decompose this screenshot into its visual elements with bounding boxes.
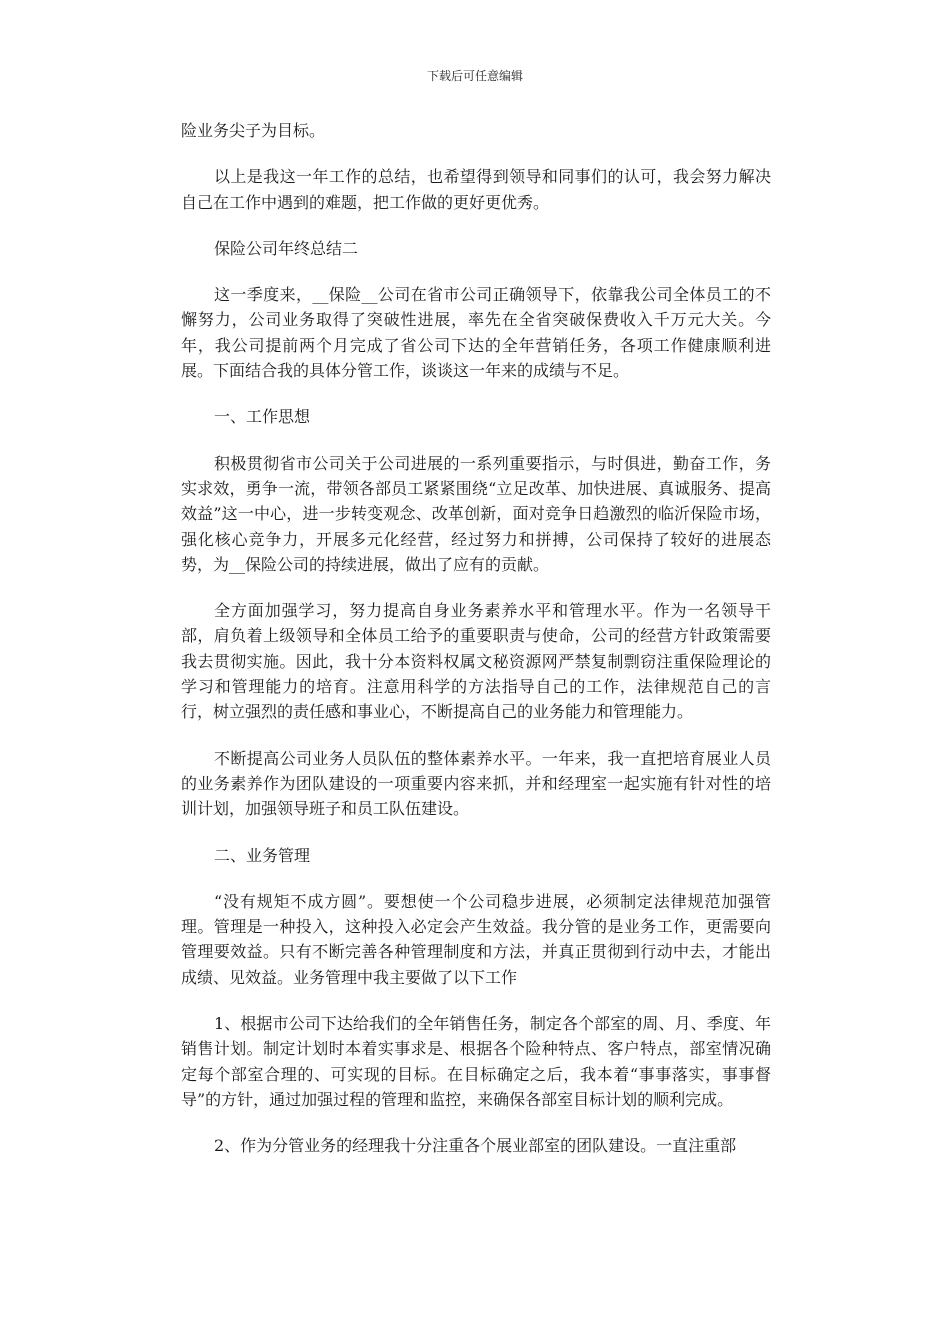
paragraph-1: 险业务尖子为目标。 <box>181 121 326 140</box>
document-body <box>181 118 771 1180</box>
paragraph-7: “没有规矩不成方圆”。要想使一个公司稳步进展，必须制定法律规范加强管理。管理是一种投入，这种投入必定会产生效益。我分管的是业务工作，更需要向管理要效益。只有不断完善各种管理制度和方法，并真正贯彻到行动中去，才能出成绩、见效益。业务管理中我主要做了以下工作 <box>181 891 771 987</box>
paragraph-9: 2、作为分管业务的经理我十分注重各个展业部室的团队建设。一直注重部 <box>214 1136 737 1156</box>
paragraph-3: 这一季度来，__保险__公司在省市公司正确领导下，依靠我公司全体员工的不懈努力，公司业务取得了突破性进展，率先在全省突破保费收入千万元大关。今年，我公司提前两个月完成了省公司下达的全年营销任务，各项工作健康顺利进展。下面结合我的具体分管工作，谈谈这一年来的成绩与不足。 <box>181 285 771 381</box>
heading-work-thought: 一、工作思想 <box>214 407 311 427</box>
section-title-summary-two: 保险公司年终总结二 <box>214 238 359 258</box>
paragraph-2: 以上是我这一年工作的总结，也希望得到领导和同事们的认可，我会努力解决自己在工作中遇到的难题，把工作做的更好更优秀。 <box>181 167 771 212</box>
paragraph-4: 积极贯彻省市公司关于公司进展的一系列重要指示，与时俱进，勤奋工作，务实求效，勇争一流，带领各部员工紧紧围绕“立足改革、加快进展、真诚服务、提高效益”这一中心，进一步转变观念、改革创新，面对竞争日趋激烈的临沂保险市场，强化核心竞争力，开展多元化经营，经过努力和拼搏，公司保持了较好的进展态势，为__保险公司的持续进展，做出了应有的贡献。 <box>181 453 771 574</box>
paragraph-6: 不断提高公司业务人员队伍的整体素养水平。一年来，我一直把培育展业人员的业务素养作为团队建设的一项重要内容来抓，并和经理室一起实施有针对性的培训计划，加强领导班子和员工队伍建设。 <box>181 748 771 819</box>
paragraph-8: 1、根据市公司下达给我们的全年销售任务，制定各个部室的周、月、季度、年销售计划。制定计划时本着实事求是、根据各个险种特点、客户特点，部室情况确定每个部室合理的、可实现的目标。在目标确定之后，我本着“事事落实，事事督导”的方针，通过加强过程的管理和监控，来确保各部室目标计划的顺利完成。 <box>181 1014 771 1109</box>
paragraph-5: 全方面加强学习，努力提高自身业务素养水平和管理水平。作为一名领导干部，肩负着上级领导和全体员工给予的重要职责与使命，公司的经营方针政策需要我去贯彻实施。因此，我十分本资料权属文秘资源网严禁复制剽窃注重保险理论的学习和管理能力的培育。注意用科学的方法指导自己的工作，法律规范自己的言行，树立强烈的责任感和事业心，不断提高自己的业务能力和管理能力。 <box>181 601 771 722</box>
heading-business-management: 二、业务管理 <box>214 845 311 865</box>
page-header: 下载后可任意编辑 <box>426 69 523 83</box>
